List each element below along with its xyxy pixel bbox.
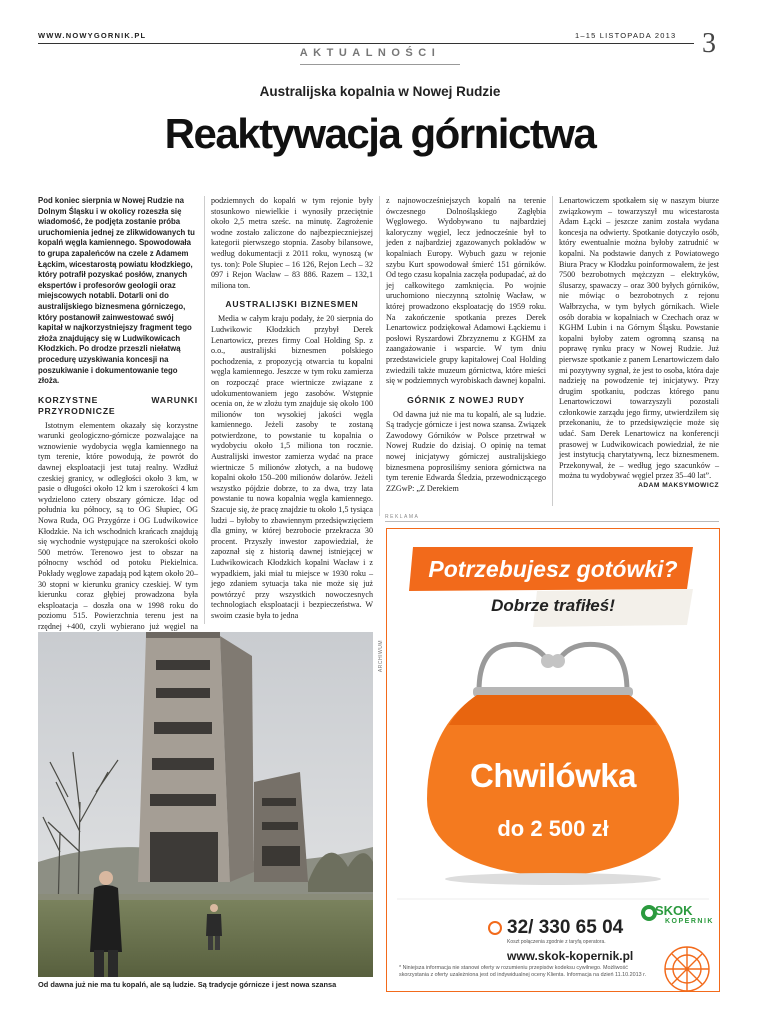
subheading-gornik-z-nowej-rudy: GÓRNIK Z NOWEJ RUDY [407, 394, 525, 405]
article-author: ADAM MAKSYMOWICZ [638, 482, 719, 490]
section-rule [300, 64, 460, 65]
ad-amount: do 2 500 zł [497, 816, 609, 841]
paragraph: Media w całym kraju podały, że 20 sierpnia do Ludwikowic Kłodzkich przybył Derek Lenartowicz, prezes firmy Coal Holding Sp. z o.o., australijski biznesmen polskiego pochodzenia, z propozycją otwarcia tu kopalni węgla kamiennego. Jeszcze w tym roku zamierza on rozpocząć prace wiertnicze związane z udokumentowaniem jego zasobów. Wstępnie ocenia on, że w złożu tym znajduje się około 100 milionów ton wysokiej jakości węgla kamiennego. Jeżeli zasoby te zostaną potwierdzone, to powstanie tu kopalnia o wydobyciu około 1,5 miliona ton rocznie. Australijski inwestor zamierza wydać na prace wiertnicze 5 milionów złotych, a na budowę kopalni około 150–200 milionów dolarów. Jeżeli wszystko pójdzie dobrze, to za dwa, trzy lata powstanie tu nowa kopalnia węgla kamiennego. Szacuje się, że pracę znajdzie tu około 1,5 tysiąca ludzi – byłoby to zbawiennym przedsięwzięciem dla gminy, w której bezrobocie przekracza 30 procent. Przyszły inwestor zapowiedział, że zapoznał się z historią dawnej istniejącej w Ludwikowicach Kłodzkich kopalni Wacław i z wypadkiem, jaki miał tu miejsce w 1930 roku – jego zdaniem sytuacja taka nie może się już powtórzyć przy wszystkich nowoczesnych technologiach eksploatacji i bezpieczeństwa. W swoim czasie była to jedna [211, 314, 373, 620]
page-number: 3 [702, 28, 716, 59]
ad-phone-note: Koszt połączenia zgodnie z taryfą operatora. [507, 939, 606, 945]
ad-website-link[interactable]: www.skok-kopernik.pl [507, 949, 634, 963]
ad-rule [385, 521, 719, 522]
photo-credit: ARCHIWUM [378, 640, 384, 673]
column-divider [552, 196, 553, 506]
ad-headline: Potrzebujesz gotówki? [428, 556, 678, 582]
photo-caption: Od dawna już nie ma tu kopalń, ale są ludzie. Są tradycje górnicze i jest nowa szansa [38, 980, 337, 989]
header-rule [38, 43, 694, 44]
ad-product: Chwilówka [469, 757, 637, 794]
ad-subhead: Dobrze trafiłeś! [491, 596, 615, 615]
site-url: WWW.NOWYGORNIK.PL [38, 31, 147, 40]
column-divider [204, 196, 205, 624]
ad-fine-print: * Niniejsza informacja nie stanowi oferty w rozumieniu przepisów kodeksu cywilnego. Możliwość skorzystania z oferty uzależniona jest od indywidualnej oceny Klienta. Informacja na dzień 11.10.2013 r. [399, 965, 647, 978]
paragraph: Od dawna już nie ma tu kopalń, ale są ludzie. Są tradycje górnicze i jest nowa szansa. Związek Zawodowy Górników w Polsce przetrwał w Nowej Rudzie do dzisiaj. O opinię na temat nowej inicjatywy górniczej australijskiego biznesmena poprosiliśmy seniora górnictwa na tym terenie Edwarda Śledzia, przewodniczącego ZZGwP: „Z Derekiem [386, 409, 546, 493]
article-column-1 [38, 196, 198, 643]
article-lead: Pod koniec sierpnia w Nowej Rudzie na Dolnym Śląsku i w okolicy rozeszła się wiadomość, że podjęta zostanie próba uruchomienia jednej ze zlikwidowanych tu kopalń węgla kamiennego. Spowodowała to grupa zapaleńców na czele z Adamem Łąckim, wicestarostą powiatu kłodzkiego, który potrafił pozyskać posłów, znanych ekspertów i profesorów geologii oraz miejscowych notabli. Dotarli oni do australijskiego biznesmena górniczego, który postanowił zainwestować swój kapitał w najkorzystniejszy fragment tego złoża znajdujący się w Ludwikowicach Kłodzkich. Po drodze przeszli niełatwą procedurę uzyskiwania koncesji na poszukiwanie i dokumentowanie tego złoża. [38, 196, 195, 386]
article-title: Reaktywacja górnictwa [164, 110, 596, 157]
mine-tower-photo [38, 632, 373, 977]
ad-label: REKLAMA [385, 514, 420, 520]
subheading-korzystne-warunki: KORZYSTNE WARUNKI PRZYRODNICZE [38, 394, 198, 416]
article-column-4 [559, 196, 719, 489]
section-label: AKTUALNOŚCI [299, 47, 441, 59]
skok-logo-sub: KOPERNIK [665, 918, 714, 925]
article-column-2 [211, 196, 373, 622]
skok-logo: SKOK [655, 903, 693, 918]
paragraph: Istotnym elementem okazały się korzystne warunki geologiczno-górnicze pozwalające na wznowienie wydobycia węgla kamiennego na tym terenie, które powodują, że powrót do dawnej eksploatacji jest tutaj realny. Wzdłuż czeskiej granicy, w odległości około 3 km, w pasie o długości około 12 km i szerokości 4 km wydzielono cztery obszary górnicze. Idąc od południa ku północy, są to OG Słupiec, OG Nowa Ruda, OG Przygórze i OG Ludwikowice Kłodzkie. Na ich wschodnich krańcach znajdują się wychodnie występujące na szerokości około 500 metrów. Terenowo jest to obszar na północny wschód od potoku Piekielnica. Pokłady węglowe zapadają pod kątem około 20–30 stopni w kierunku granicy czeskiej. W tym kierunku coraz głębiej prowadzona była eksploatacja – doszła ona w 1998 roku do poziomu 515. Powierzchnia terenu jest na rzędnej +400, czyli wybierano już węgiel na [38, 420, 198, 631]
issue-date: 1–15 LISTOPADA 2013 [575, 31, 677, 40]
skok-advertisement[interactable] [386, 528, 720, 992]
article-column-3 [386, 196, 546, 494]
subheading-australijski-biznesmen: AUSTRALIJSKI BIZNESMEN [225, 299, 359, 310]
paragraph: z najnowocześniejszych kopalń na terenie ówczesnego Dolnośląskiego Zagłębia Węglowego. Wydobywano tu najbardziej kaloryczny węgiel, lecz jednocześnie był to jeden z najbardziej zgazowanych pokładów w kopalniach Europy. Wybuch gazu w rejonie szybu Kurt spowodował śmierć 151 górników. Od tego czasu kopalnia zaczęła podupadać, aż do jej całkowitego zamknięcia. Po wojnie uruchomiono nieczynną sztolnię Wacław, w której prowadzono eksploatację do 1959 roku. Na zakończenie spotkania prezes Derek Lenartowicz podziękował Adamowi Łąckiemu i posłowi Ryszardowi Zbrzyznemu z KGHM za zaangażowanie i wsparcie. W tym dniu przedstawiciele grupy kapitałowej Coal Holding zwiedzili także muzeum górnictwa, które mieści się w podziemnych wyrobiskach dawnej kopalni. [386, 196, 546, 386]
ad-phone[interactable]: 32/ 330 65 04 [507, 917, 624, 938]
article-kicker: Australijska kopalnia w Nowej Rudzie [259, 84, 501, 99]
column-divider [379, 196, 380, 516]
paragraph: Lenartowiczem spotkałem się w naszym biurze związkowym – towarzyszył mu wicestarosta Adam Łącki – jeszcze zanim została wydana koncesja na odwierty. Spotkanie dotyczyło osób, który ewentualnie można byłoby zatrudnić w kopalni. Na podstawie danych z Powiatowego Biura Pracy w Kłodzku poinformowałem, że jest 7500 bezrobotnych mężczyzn – elektryków, ślusarzy, spawaczy – oraz 300 byłych górników, nie mówiąc o bezrobotnych z rejonu Wałbrzycha, w tym byłych górnikach. Wiele osób dorabia w kopalniach w Czechach oraz w KGHM Lubin i na Górnym Śląsku. Powstanie kopalni byłoby zatem ogromną szansą na poprawę rynku pracy w Nowej Rudzie. Już pierwsze spotkanie z panem Lenartowiczem dało mi pozytywny sygnał, że jest to osoba, która daje nadzieję na powodzenie tej inicjatywy. Przy drugim spotkaniu, podczas którego panu Lenartowiczowi towarzyszyli pozostali członkowie zarządu jego firmy, utwierdziłem się przekonaniu, że to przedsięwzięcie może się udać. Sam Derek Lenartowicz na konferencji prasowej w Ludwikowicach powiedział, że nie jest instytucją charytatywną, lecz biznesmenem. Przekonywał, że – według jego szacunków – można tu wydobywać węgiel przez 35–40 lat”. [559, 196, 719, 481]
paragraph: podziemnych do kopalń w tym rejonie były stosunkowo niewielkie i wynosiły przeciętnie około 2,5 metra sześc. na minutę. Zagrożenie wodne zostało zaliczone do najbezpieczniejszej kategorii pierwszego stopnia. Zasoby bilansowe, według dokumentacji z 2011 roku, wynoszą (w tys. ton): Pole Słupiec – 16 126, Rejon Lech – 32 097 i Rejon Wacław – 83 886. Razem – 132,1 miliona ton. [211, 196, 373, 290]
